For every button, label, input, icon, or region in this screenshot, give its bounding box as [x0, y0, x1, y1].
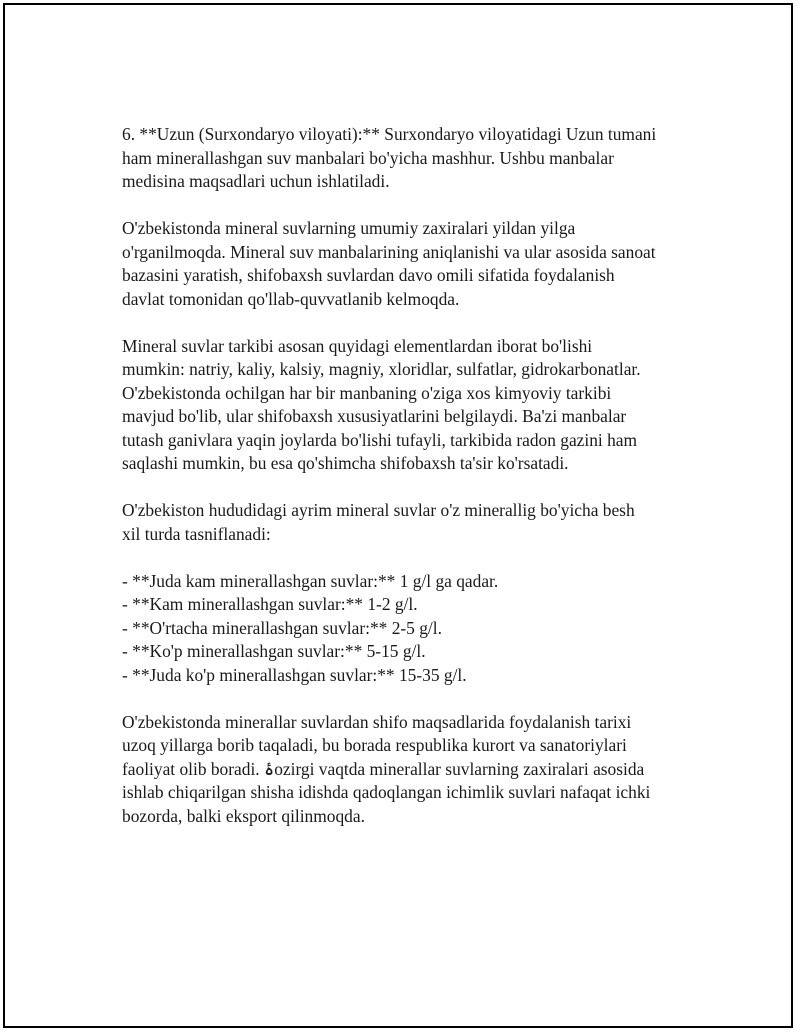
text-line: medisina maqsadlari uchun ishlatiladi. [122, 171, 390, 191]
text-line: Mineral suvlar tarkibi asosan quyidagi elementlardan iborat bo'lishi [122, 335, 593, 356]
text-line: uzoq yillarga borib taqaladi, bu borada respublika kurort va sanatoriylari [122, 735, 627, 755]
text-line: bazasini yaratish, shifobaxsh suvlardan davo omili sifatida foydalanish [122, 265, 615, 285]
text-line: mavjud bo'lib, ular shifobaxsh xususiyatlarini belgilaydi. Ba'zi manbalar [122, 406, 627, 426]
paragraph-composition [122, 335, 697, 476]
text-line: O'zbekistonda mineral suvlarning umumiy zaxiralari yildan yilga [122, 218, 576, 238]
list-item: - **Kam minerallashgan suvlar:** 1-2 g/l. [122, 594, 418, 614]
text-line: xil turda tasniflanadi: [122, 523, 271, 544]
paragraph-reserves [122, 217, 697, 311]
paragraph-history [122, 711, 697, 829]
text-line: davlat tomonidan qo'llab-quvvatlanib kelmoqda. [122, 288, 460, 309]
list-item: - **Juda ko'p minerallashgan suvlar:** 15-35 g/l. [122, 664, 467, 685]
text-line: mumkin: natriy, kaliy, kalsiy, magniy, xloridlar, sulfatlar, gidrokarbonatlar. [122, 359, 641, 379]
text-line: O'zbekiston hududidagi ayrim mineral suvlar o'z minerallig bo'yicha besh [122, 500, 635, 520]
text-line: ham minerallashgan suv manbalari bo'yicha mashhur. Ushbu manbalar [122, 147, 614, 168]
text-line: O'zbekistonda minerallar suvlardan shifo maqsadlarida foydalanish tarixi [122, 711, 632, 732]
text-line: bozorda, balki eksport qilinmoqda. [122, 805, 365, 826]
text-line: O'zbekistonda ochilgan har bir manbaning o'ziga xos kimyoviy tarkibi [122, 382, 612, 403]
text-line: faoliyat olib boradi. ۀozirgi vaqtda minerallar suvlarning zaxiralari asosida [122, 758, 645, 779]
list-item: - **Juda kam minerallashgan suvlar:** 1 g/l ga qadar. [122, 570, 499, 591]
text-line: saqlashi mumkin, bu esa qo'shimcha shifobaxsh ta'sir ko'rsatadi. [122, 453, 569, 473]
page-frame [3, 3, 793, 1028]
list-item: - **O'rtacha minerallashgan suvlar:** 2-5 g/l. [122, 617, 442, 638]
text-line: ishlab chiqarilgan shisha idishda qadoqlangan ichimlik suvlari nafaqat ichki [122, 782, 651, 802]
mineralization-list [122, 570, 697, 688]
paragraph-uzun [122, 123, 697, 194]
text-line: o'rganilmoqda. Mineral suv manbalarining aniqlanishi va ular asosida sanoat [122, 241, 656, 262]
paragraph-classification [122, 499, 697, 546]
list-item: - **Ko'p minerallashgan suvlar:** 5-15 g/l. [122, 641, 426, 661]
text-line: tutash ganivlara yaqin joylarda bo'lishi tufayli, tarkibida radon gazini ham [122, 429, 638, 450]
text-line: 6. **Uzun (Surxondaryo viloyati):** Surxondaryo viloyatidagi Uzun tumani [122, 124, 657, 144]
document-body [122, 123, 697, 852]
